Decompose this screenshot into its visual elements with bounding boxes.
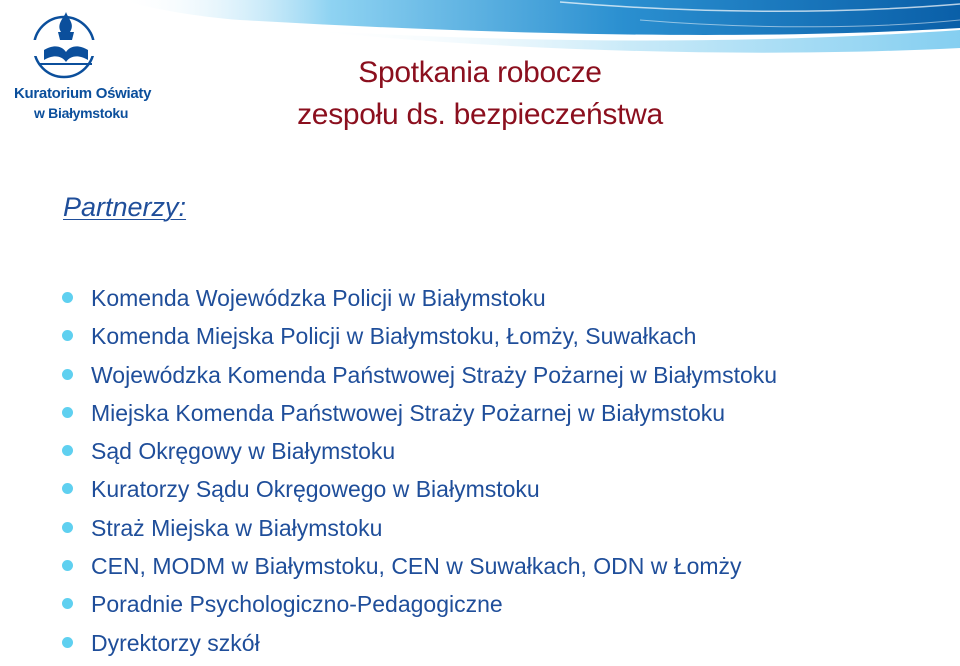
list-item [62, 398, 777, 436]
list-item-text: CEN, MODM w Białymstoku, CEN w Suwałkach, ODN w Łomży [91, 553, 742, 580]
bullet-icon [62, 483, 73, 494]
list-item-text: Komenda Miejska Policji w Białymstoku, Łomży, Suwałkach [91, 323, 697, 350]
list-item [62, 589, 777, 627]
bullet-icon [62, 522, 73, 533]
bullet-icon [62, 637, 73, 648]
list-item [62, 283, 777, 321]
slide-title-line1: Spotkania robocze [358, 56, 602, 89]
list-item [62, 474, 777, 512]
bullet-icon [62, 330, 73, 341]
list-item [62, 513, 777, 551]
list-item [62, 360, 777, 398]
list-item-text: Komenda Wojewódzka Policji w Białymstoku [91, 285, 546, 311]
slide-title-line2: zespołu ds. bezpieczeństwa [297, 98, 663, 131]
logo-name-line1: Kuratorium Oświaty [14, 85, 152, 102]
bullet-icon [62, 560, 73, 571]
bullet-icon [62, 445, 73, 456]
partners-heading: Partnerzy: [63, 192, 187, 222]
list-item [62, 628, 777, 666]
bullet-icon [62, 598, 73, 609]
list-item-text: Straż Miejska w Białymstoku [91, 514, 383, 541]
list-item [62, 436, 777, 474]
list-item-text: Dyrektorzy szkół [91, 629, 260, 656]
bullet-icon [62, 407, 73, 418]
list-item-text: Wojewódzka Komenda Państwowej Straży Pożarnej w Białymstoku [91, 361, 778, 388]
bullet-icon [62, 369, 73, 380]
list-item [62, 321, 777, 359]
list-item-text: Kuratorzy Sądu Okręgowego w Białymstoku [91, 476, 540, 503]
list-item-text: Poradnie Psychologiczno-Pedagogiczne [91, 591, 503, 618]
bullet-icon [62, 292, 73, 303]
list-item-text: Miejska Komenda Państwowej Straży Pożarnej w Białymstoku [91, 399, 726, 426]
slide-title [250, 52, 710, 136]
list-item [62, 551, 777, 589]
list-item-text: Sąd Okręgowy w Białymstoku [91, 438, 396, 465]
partners-list [62, 283, 777, 666]
logo-name-line2: w Białymstoku [34, 105, 129, 121]
